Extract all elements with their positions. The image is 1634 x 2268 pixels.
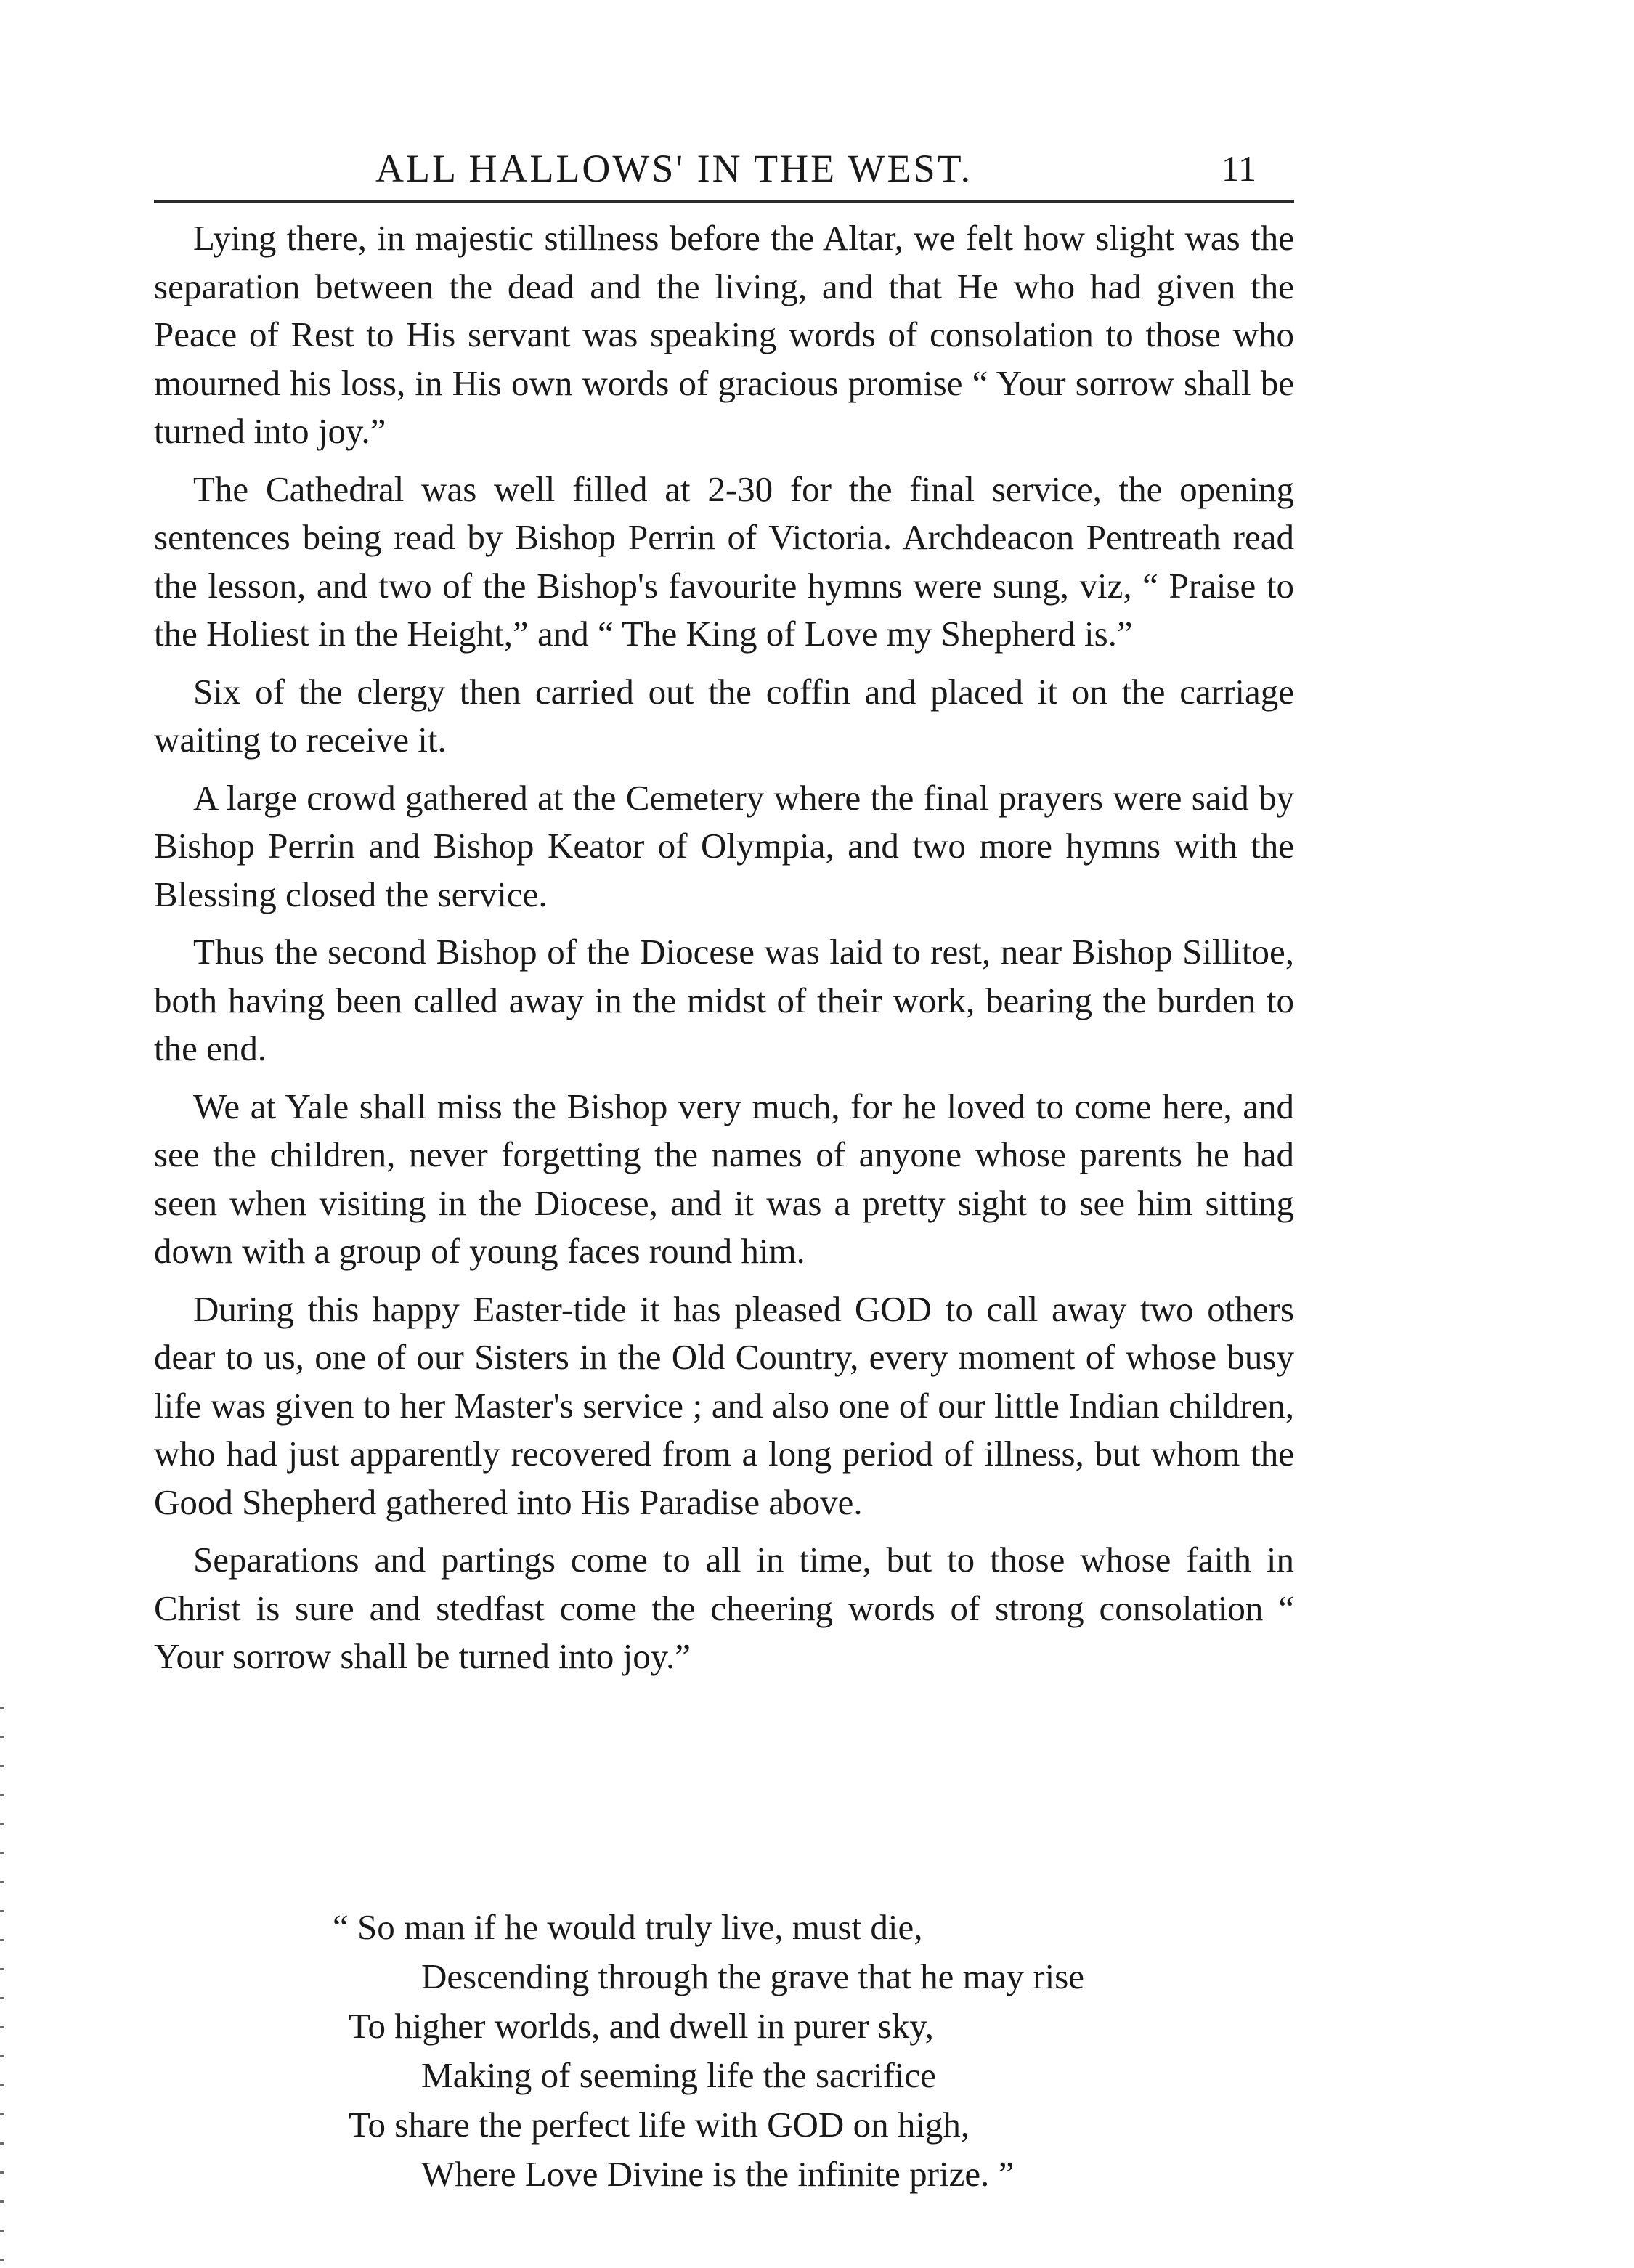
running-header [154, 145, 1294, 203]
poem-line: “ So man if he would truly live, must die, [333, 1907, 923, 1947]
poem-line: To higher worlds, and dwell in purer sky, [349, 2006, 934, 2046]
poem-line: To share the perfect life with GOD on high, [349, 2105, 970, 2145]
paragraph-3: Six of the clergy then carried out the coffin and placed it on the carriage waiting to receive it. [154, 671, 1294, 760]
poem-line: Making of seeming life the sacrifice [421, 2055, 936, 2095]
poem-stanza [333, 1903, 1293, 2199]
running-title: ALL HALLOWS' IN THE WEST. [375, 147, 973, 190]
paragraph-6: We at Yale shall miss the Bishop very much, for he loved to come here, and see the children, never forgetting the names of anyone whose parents he had seen when visiting in the Diocese, and it was a pretty sight to see him sitting down with a group of young faces round him. [154, 1086, 1294, 1271]
paragraph-2: The Cathedral was well filled at 2-30 for the final service, the opening sentences being read by Bishop Perrin of Victoria. Archdeacon Pentreath read the lesson, and two of the Bishop's favourite hymns were sung, viz, “ Praise to the Holiest in the Height,” and “ The King of Love my Shepherd is.” [154, 468, 1294, 654]
paragraph-1: Lying there, in majestic stillness before the Altar, we felt how slight was the separation between the dead and the living, and that He who had given the Peace of Rest to His servant was speaking words of consolation to those who mourned his loss, in His own words of gracious promise “ Your sorrow shall be turned into joy.” [154, 218, 1294, 451]
poem-line: Where Love Divine is the infinite prize. ” [421, 2154, 1015, 2194]
poem-line: Descending through the grave that he may rise [421, 1956, 1085, 1996]
paragraph-7: During this happy Easter-tide it has pleased GOD to call away two others dear to us, one of our Sisters in the Old Country, every moment of whose busy life was given to her Master's service ; and also one of our little Indian children, who had just apparently recovered from a long period of illness, but whom the Good Shepherd gathered into His Paradise above. [154, 1288, 1294, 1522]
paragraph-5: Thus the second Bishop of the Diocese was laid to rest, near Bishop Sillitoe, both having been called away in the midst of their work, bearing the burden to the end. [154, 932, 1294, 1068]
paragraph-8: Separations and partings come to all in time, but to those whose faith in Christ is sure and stedfast come the cheering words of strong consolation “ Your sorrow shall be turned into joy.” [154, 1540, 1294, 1676]
body-text [154, 214, 1294, 1691]
page-number: 11 [1221, 148, 1256, 189]
paragraph-4: A large crowd gathered at the Cemetery where the final prayers were said by Bishop Perrin and Bishop Keator of Olympia, and two more hymns with the Blessing closed the service. [154, 777, 1294, 914]
binding-edge-marks [0, 1699, 4, 2266]
